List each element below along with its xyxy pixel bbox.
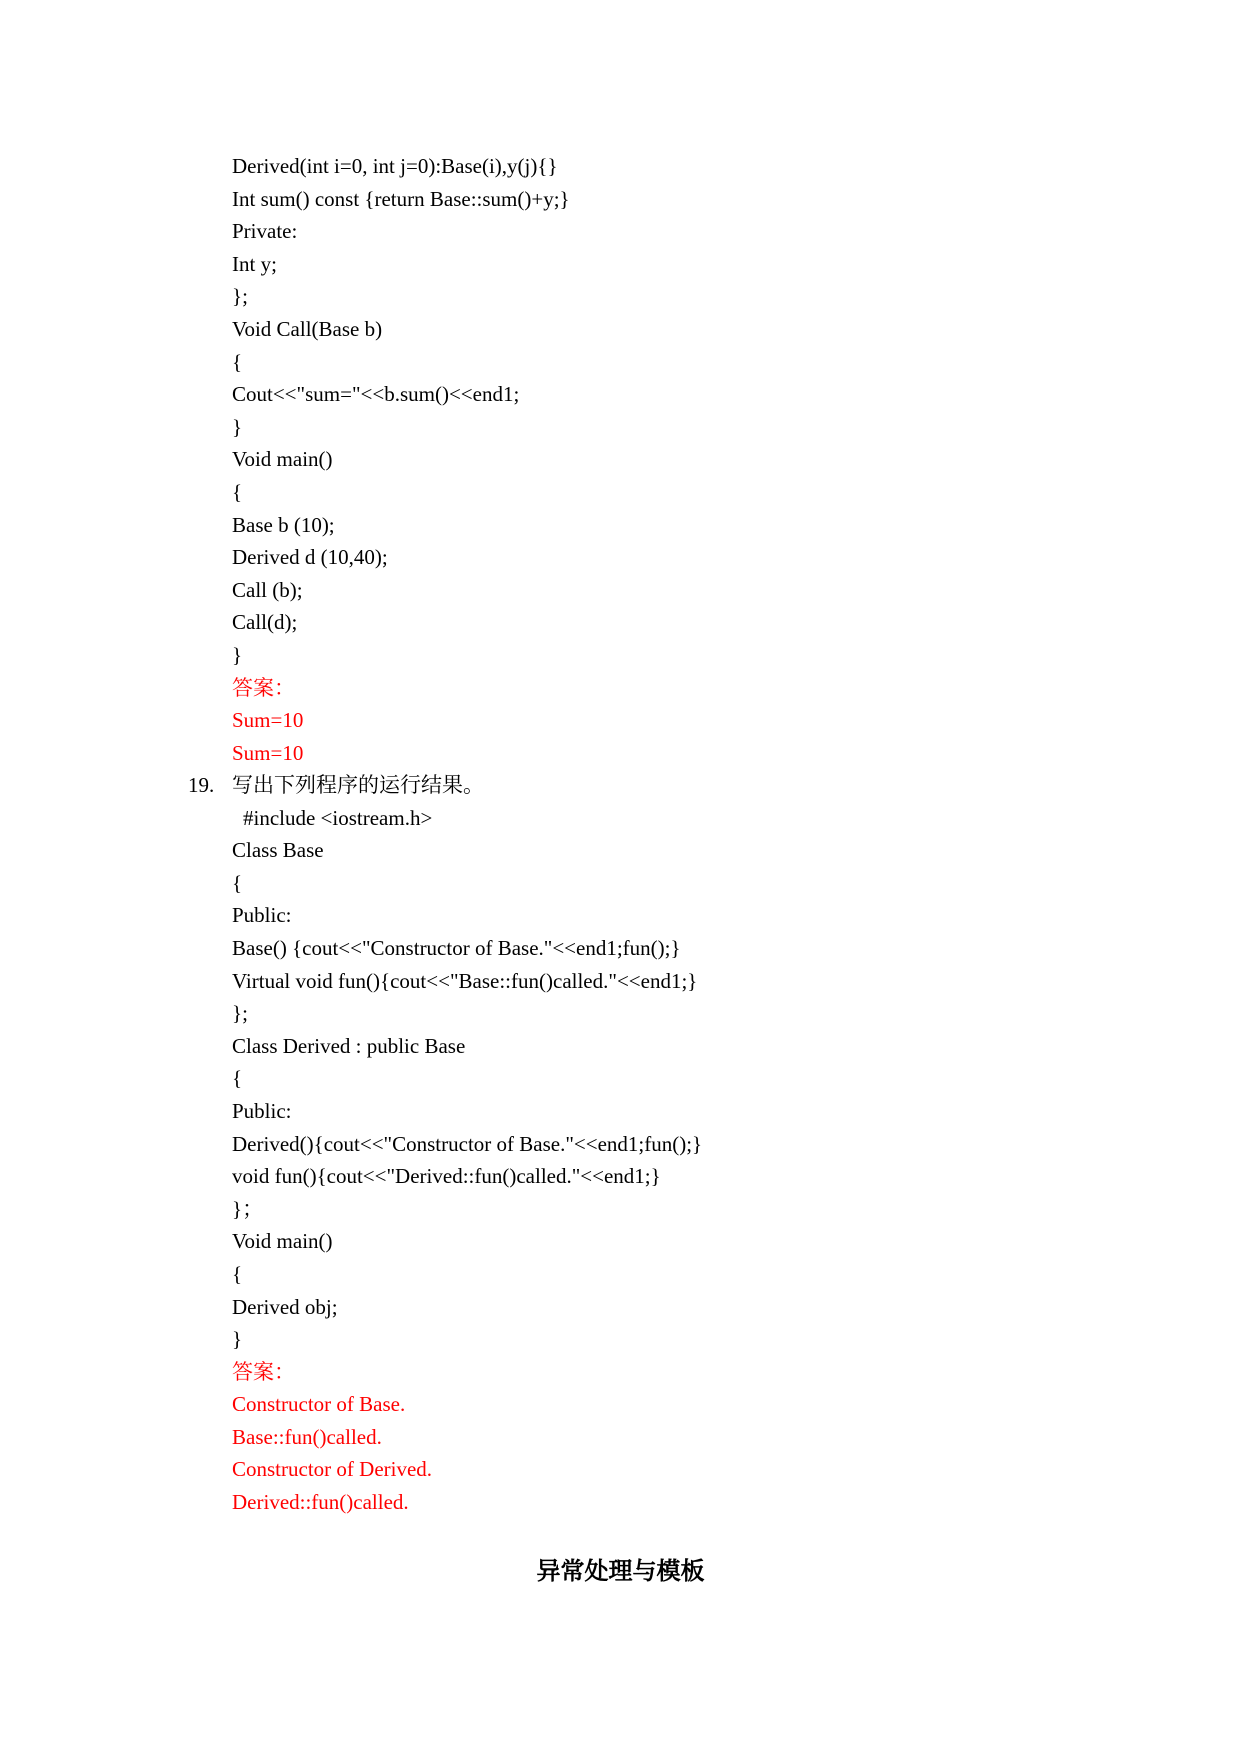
code-line: Derived obj;: [232, 1294, 338, 1319]
code-line: Void main(): [232, 1229, 333, 1254]
section-heading: 异常处理与模板: [536, 1557, 705, 1585]
answer-line: Constructor of Base.: [232, 1392, 406, 1417]
code-line: {: [232, 349, 243, 374]
answer-line: Sum=10: [232, 740, 304, 765]
code-line: Class Derived : public Base: [232, 1033, 466, 1058]
code-line: Class Base: [232, 838, 324, 863]
answer-line: Derived::fun()called.: [232, 1490, 409, 1515]
code-line: }: [232, 1327, 243, 1352]
code-line: Private:: [232, 219, 298, 244]
code-line: void fun(){cout<<"Derived::fun()called."<<end1;}: [232, 1164, 661, 1189]
code-line: };: [232, 284, 248, 309]
code-line: Public:: [232, 1098, 292, 1123]
code-line-include: #include <iostream.h>: [243, 805, 433, 830]
code-line: Public:: [232, 903, 292, 928]
code-line: {: [232, 479, 243, 504]
answer-label: 答案：: [232, 1359, 295, 1384]
code-line: {: [232, 870, 243, 895]
code-line: };: [232, 1001, 248, 1026]
answer-label: 答案：: [232, 675, 295, 700]
code-line: Void main(): [232, 447, 333, 472]
code-line: Int y;: [232, 251, 277, 276]
answer-line: Sum=10: [232, 708, 304, 733]
code-line: {: [232, 1066, 243, 1091]
code-block-1: [232, 150, 1132, 769]
code-line: {: [232, 1261, 243, 1286]
code-line: Derived(){cout<<"Constructor of Base."<<end1;fun();}: [232, 1131, 703, 1156]
code-line: }: [232, 642, 243, 667]
code-line: Derived(int i=0, int j=0):Base(i),y(j){}: [232, 154, 558, 178]
code-line: Base() {cout<<"Constructor of Base."<<end1;fun();}: [232, 935, 681, 960]
code-line: Derived d (10,40);: [232, 545, 388, 570]
code-line: }: [232, 414, 243, 439]
question-title: 写出下列程序的运行结果。: [232, 773, 484, 797]
question-number: 19.: [188, 773, 215, 797]
code-block-2: [232, 802, 1132, 1519]
code-line: Virtual void fun(){cout<<"Base::fun()called."<<end1;}: [232, 968, 698, 993]
code-line: Call (b);: [232, 577, 303, 602]
answer-line: Constructor of Derived.: [232, 1457, 433, 1482]
code-line: Call(d);: [232, 610, 298, 635]
code-line: Base b (10);: [232, 512, 335, 537]
code-line: Void Call(Base b): [232, 316, 383, 341]
answer-line: Base::fun()called.: [232, 1424, 382, 1449]
code-line: Int sum() const {return Base::sum()+y;}: [232, 186, 570, 211]
code-line: }；: [232, 1196, 264, 1221]
code-line: Cout<<"sum="<<b.sum()<<end1;: [232, 382, 520, 407]
